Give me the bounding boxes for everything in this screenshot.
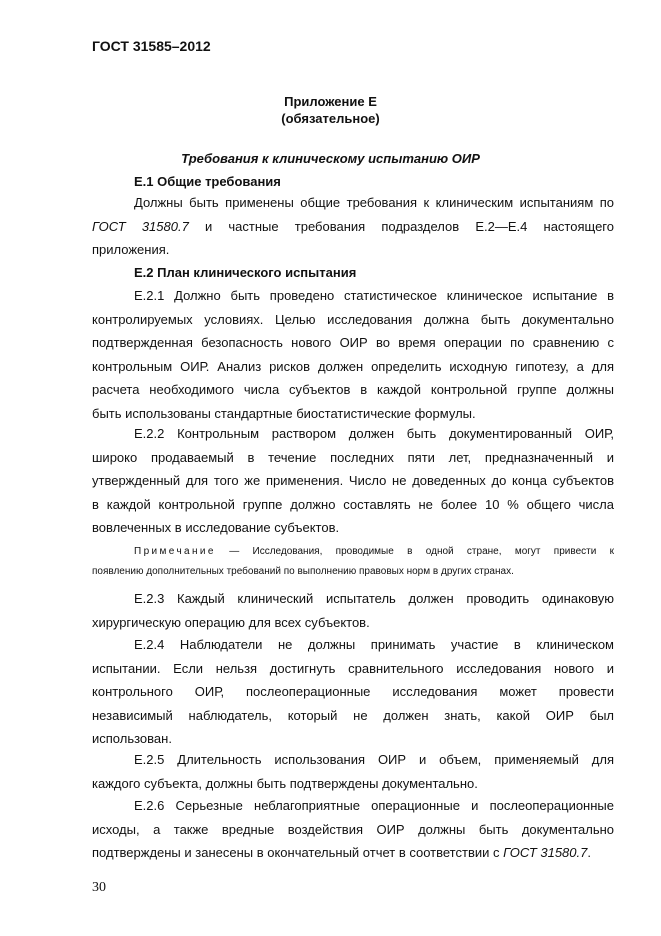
heading-e2: Е.2 План клинического испытания: [134, 265, 357, 280]
note-line: Примечание — Исследования, проводимые в одной стране, могут привести к: [134, 546, 614, 557]
paragraph-line: Е.2.2 Контрольным раствором должен быть документированный ОИР,: [134, 426, 614, 441]
page-number: 30: [92, 880, 106, 895]
paragraph-line: Е.2.4 Наблюдатели не должны принимать участие в клиническом: [134, 637, 614, 652]
paragraph-line: исходы, а также вредные воздействия ОИР должны быть документально: [92, 821, 614, 837]
heading-e1: Е.1 Общие требования: [134, 174, 281, 189]
paragraph-line: широко продаваемый в течение последних пяти лет, предназначенный и: [92, 449, 614, 465]
paragraph-line: быть использованы стандартные биостатистические формулы.: [92, 405, 476, 421]
paragraph-e2-3: [92, 587, 614, 634]
paragraph-line: хирургическую операцию для всех субъектов.: [92, 614, 370, 630]
note-line: появлению дополнительных требований по выполнению правовых норм в других странах.: [92, 566, 514, 577]
paragraph-line: вовлеченных в исследование субъектов.: [92, 520, 340, 535]
paragraph-e2-4: [92, 633, 614, 751]
standard-reference: ГОСТ 31580.7: [503, 845, 588, 860]
paragraph-line: Е.2.3 Каждый клинический испытатель должен проводить одинаковую: [134, 591, 614, 606]
appendix-status: (обязательное): [281, 111, 380, 126]
document-header: ГОСТ 31585–2012: [92, 38, 211, 54]
paragraph-line: контрольного ОИР, послеоперационные исследования может провести: [92, 684, 614, 699]
note-label: Примечание: [134, 546, 216, 557]
paragraph-line: Е.2.1 Должно быть проведено статистическое клиническое испытание в: [134, 288, 614, 303]
paragraph-line: подтвержденная безопасность нового ОИР во время операции по сравнению с: [92, 335, 614, 350]
note: [92, 542, 614, 582]
paragraph-line: в каждой контрольной группе должно составлять не более 10 % общего числа: [92, 496, 614, 512]
paragraph-line: приложения.: [92, 242, 170, 257]
paragraph-e1: [92, 191, 614, 262]
paragraph-e2-5: [92, 748, 614, 795]
paragraph-e2-1: [92, 284, 614, 425]
paragraph-line: утвержденный для того же применения. Число не доведенных до конца субъектов: [92, 473, 614, 488]
paragraph-line: ГОСТ 31580.7 и частные требования подразделов Е.2—Е.4 настоящего: [92, 218, 614, 234]
paragraph-line: испытании. Если нельзя достигнуть сравнительного исследования нового и: [92, 660, 614, 676]
paragraph-line: каждого субъекта, должны быть подтверждены документально.: [92, 775, 478, 791]
section-title: Требования к клиническому испытанию ОИР: [181, 151, 480, 166]
paragraph-line: подтверждены и занесены в окончательный отчет в соответствии с ГОСТ 31580.7.: [92, 845, 591, 860]
paragraph-line: Е.2.5 Длительность использования ОИР и объем, применяемый для: [134, 752, 614, 767]
paragraph-line: контрольным ОИР. Анализ рисков должен определить исходную гипотезу, а для: [92, 358, 614, 374]
paragraph-line: контролируемых условиях. Целью исследования должна быть документально: [92, 311, 614, 327]
paragraph-e2-6: [92, 794, 614, 865]
paragraph-line: расчета необходимого числа субъектов в каждой контрольной группе должны: [92, 382, 614, 397]
paragraph-line: использован.: [92, 731, 172, 746]
paragraph-line: Должны быть применены общие требования к клиническим испытаниям по: [134, 195, 614, 210]
paragraph-line: независимый наблюдатель, который не должен знать, какой ОИР был: [92, 707, 614, 723]
paragraph-line: Е.2.6 Серьезные неблагоприятные операционные и послеоперационные: [134, 798, 614, 813]
paragraph-e2-2: [92, 422, 614, 540]
appendix-title: Приложение Е: [284, 94, 377, 109]
standard-reference: ГОСТ 31580.7: [92, 218, 189, 234]
